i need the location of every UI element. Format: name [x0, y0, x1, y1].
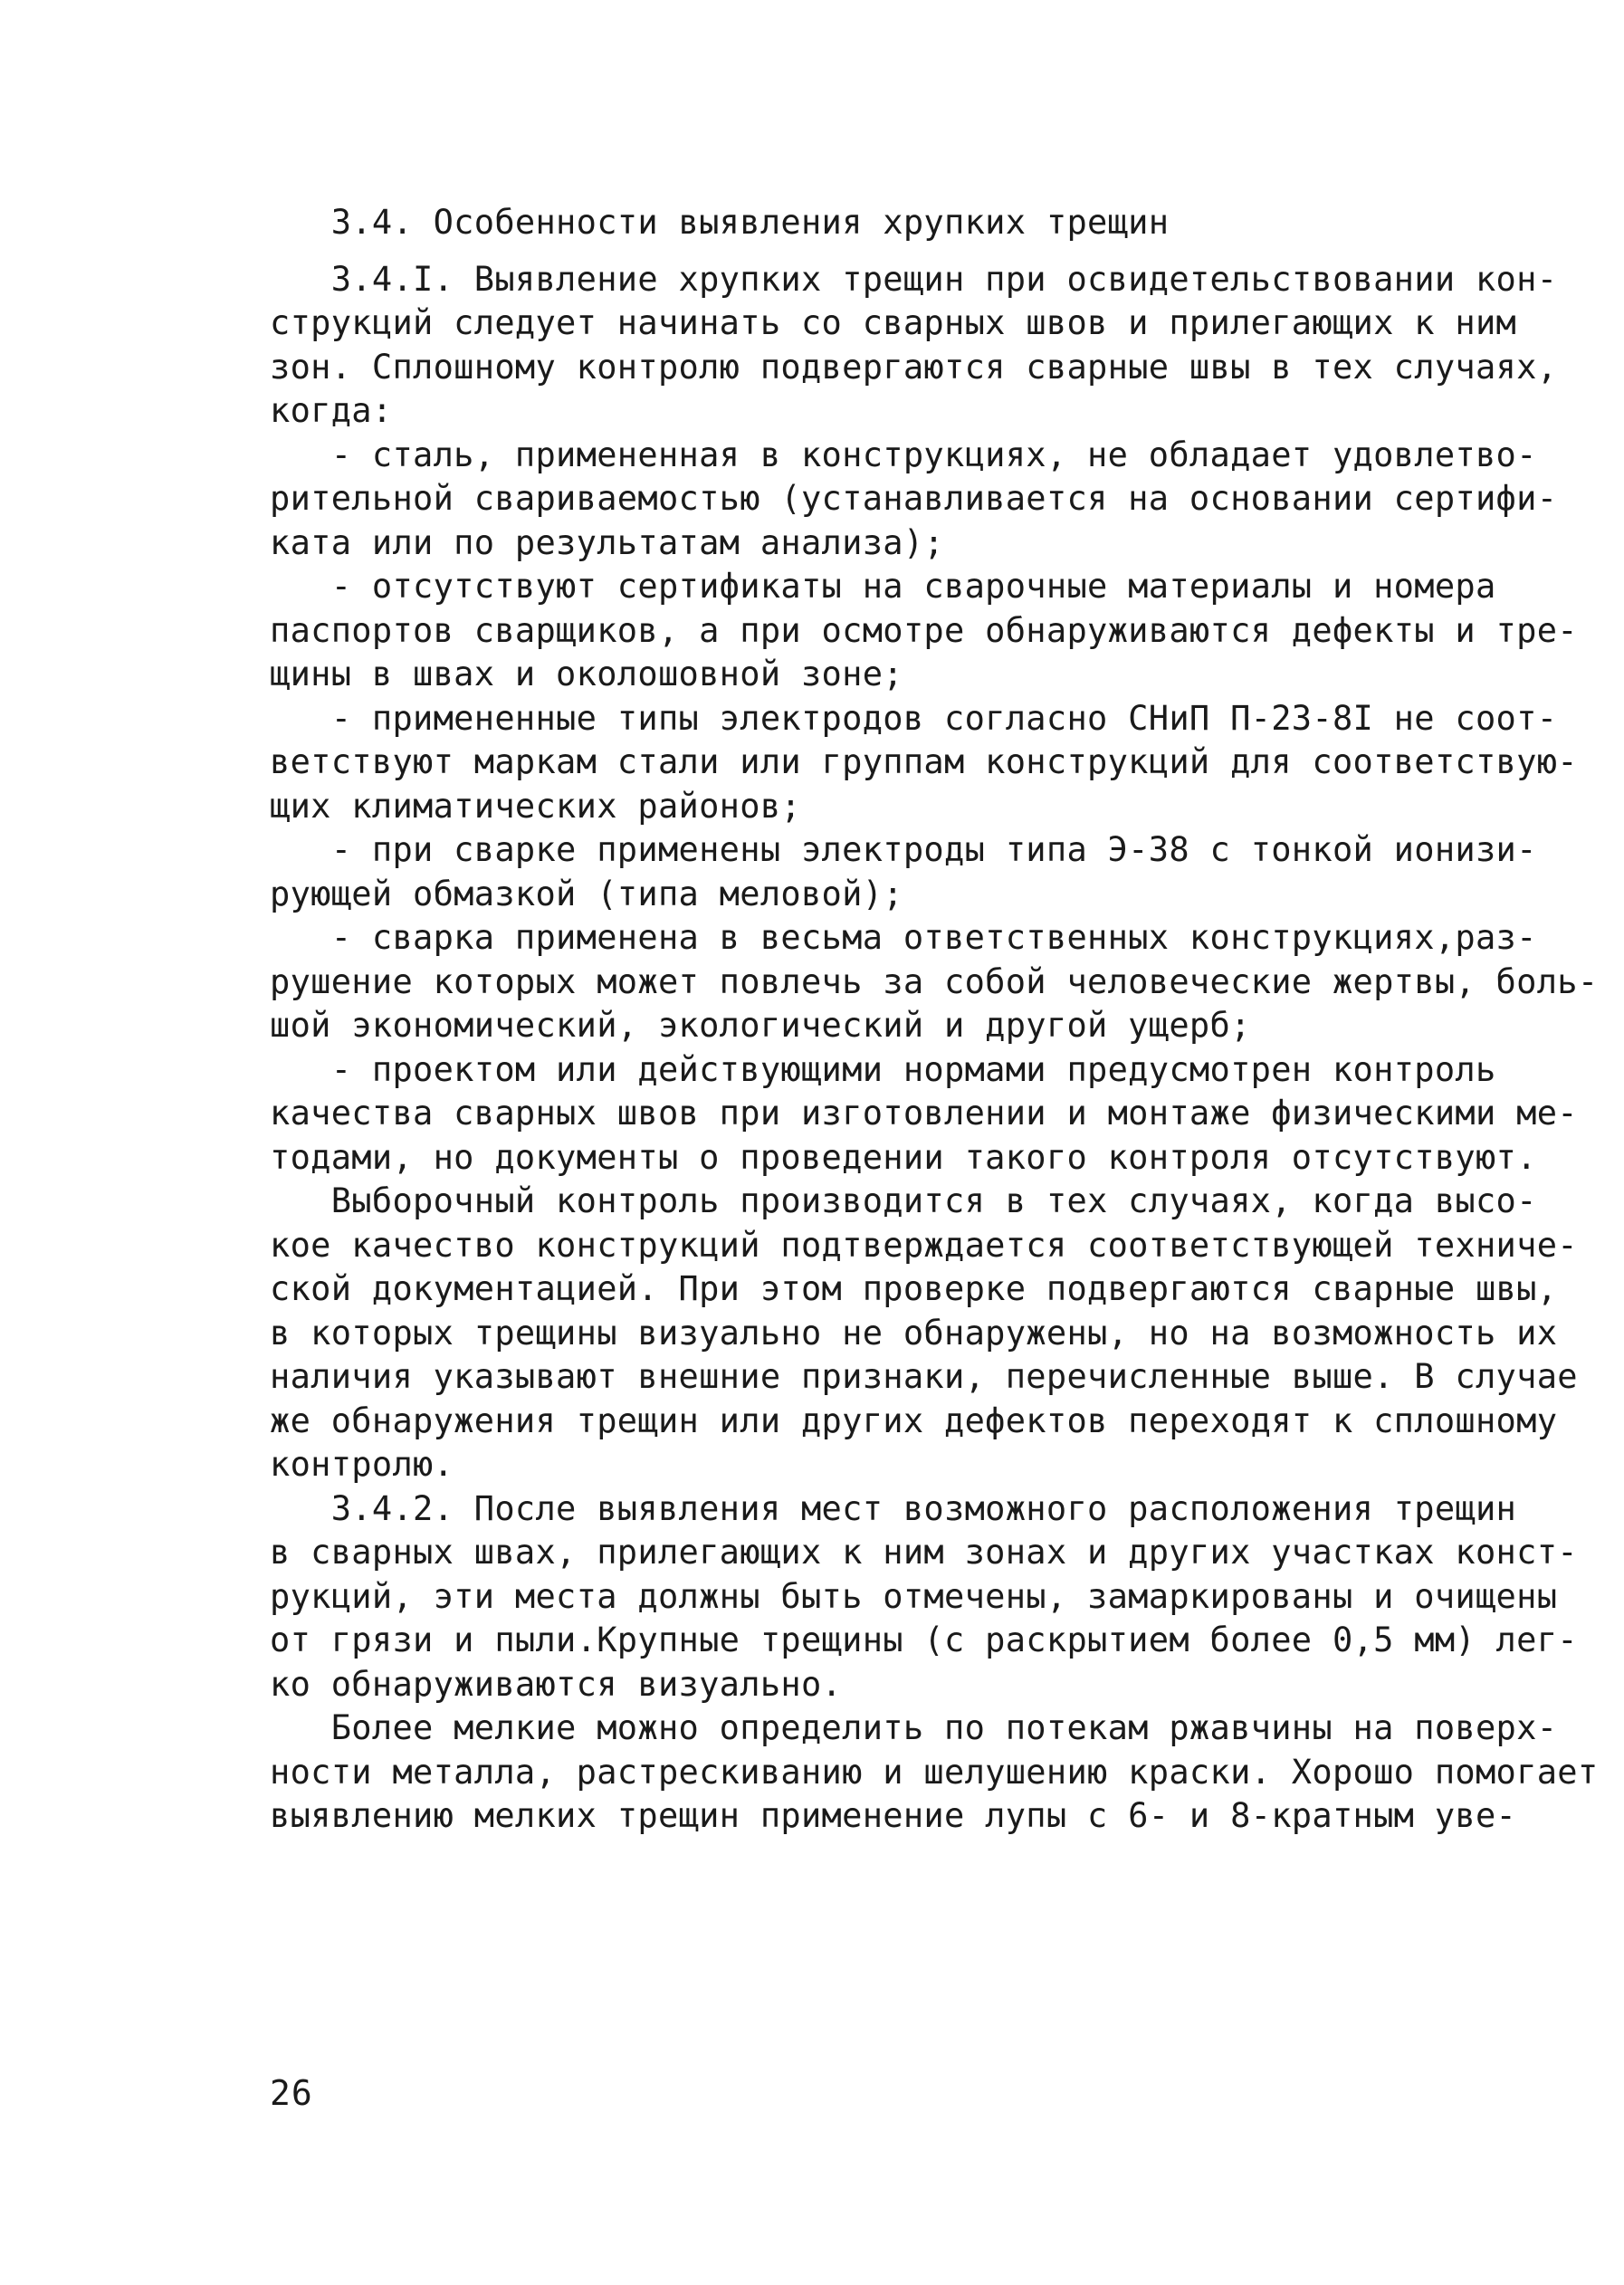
text-line: ской документацией. При этом проверке подвергаются сварные швы, [270, 1269, 1558, 1308]
text-line: - отсутствуют сертификаты на сварочные материалы и номера [270, 567, 1496, 606]
text-line: наличия указывают внешние признаки, перечисленные выше. В случае [270, 1357, 1578, 1396]
text-line: ката или по результатам анализа); [270, 522, 945, 562]
section-heading: 3.4. Особенности выявления хрупких трещин [270, 203, 1170, 242]
text-line: щины в швах и околошовной зоне; [270, 655, 903, 693]
text-line: когда: [270, 391, 393, 430]
text-line: шой экономический, экологический и другой ущерб; [270, 1006, 1251, 1045]
text-line: - примененные типы электродов согласно СНиП П-23-8I не соот- [270, 698, 1558, 738]
text-line: рительной свариваемостью (устанавливается на основании сертифи- [270, 479, 1558, 518]
page-number: 26 [270, 2073, 313, 2113]
text-line: выявлению мелких трещин применение лупы с 6- и 8-кратным уве- [270, 1796, 1517, 1835]
text-line: контролю. [270, 1445, 454, 1484]
text-line: - сварка применена в весьма ответственных конструкциях,раз- [270, 918, 1537, 957]
document-body [270, 201, 1599, 1839]
text-line: 3.4.2. После выявления мест возможного расположения трещин [270, 1488, 1517, 1528]
text-line: 3.4.I. Выявление хрупких трещин при освидетельствовании кон- [270, 259, 1558, 299]
text-line: рушение которых может повлечь за собой человеческие жертвы, боль- [270, 961, 1599, 1001]
text-line: струкций следует начинать со сварных швов и прилегающих к ним [270, 303, 1517, 342]
text-line: Выборочный контроль производится в тех случаях, когда высо- [270, 1181, 1537, 1220]
text-line: - проектом или действующими нормами предусмотрен контроль [270, 1049, 1496, 1089]
spacer [270, 245, 1483, 258]
text-line: ко обнаруживаются визуально. [270, 1664, 843, 1704]
text-line: в которых трещины визуально не обнаружены, но на возможность их [270, 1313, 1558, 1353]
text-line: паспортов сварщиков, а при осмотре обнаруживаются дефекты и тре- [270, 610, 1578, 650]
text-line: качества сварных швов при изготовлении и монтаже физическими ме- [270, 1094, 1578, 1133]
text-line: же обнаружения трещин или других дефектов переходят к сплошному [270, 1401, 1558, 1440]
text-line: рующей обмазкой (типа меловой); [270, 874, 903, 913]
text-line: тодами, но документы о проведении такого контроля отсутствуют. [270, 1137, 1537, 1177]
text-line: в сварных швах, прилегающих к ним зонах и других участках конст- [270, 1533, 1578, 1572]
text-line: зон. Сплошному контролю подвергаются сварные швы в тех случаях, [270, 347, 1558, 387]
text-line: щих климатических районов; [270, 786, 801, 826]
text-line: - сталь, примененная в конструкциях, не обладает удовлетво- [270, 435, 1537, 474]
text-line: от грязи и пыли.Крупные трещины (с раскрытием более 0,5 мм) лег- [270, 1621, 1578, 1659]
text-line: кое качество конструкций подтверждается соответствующей техниче- [270, 1225, 1578, 1265]
text-line: - при сварке применены электроды типа Э-38 с тонкой ионизи- [270, 830, 1537, 869]
text-line: ветствуют маркам стали или группам конструкций для соответствую- [270, 742, 1578, 781]
text-line: рукций, эти места должны быть отмечены, замаркированы и очищены [270, 1576, 1558, 1616]
text-line: Более мелкие можно определить по потекам ржавчины на поверх- [270, 1708, 1558, 1747]
text-line: ности металла, растрескиванию и шелушению краски. Хорошо помогает [270, 1752, 1599, 1792]
